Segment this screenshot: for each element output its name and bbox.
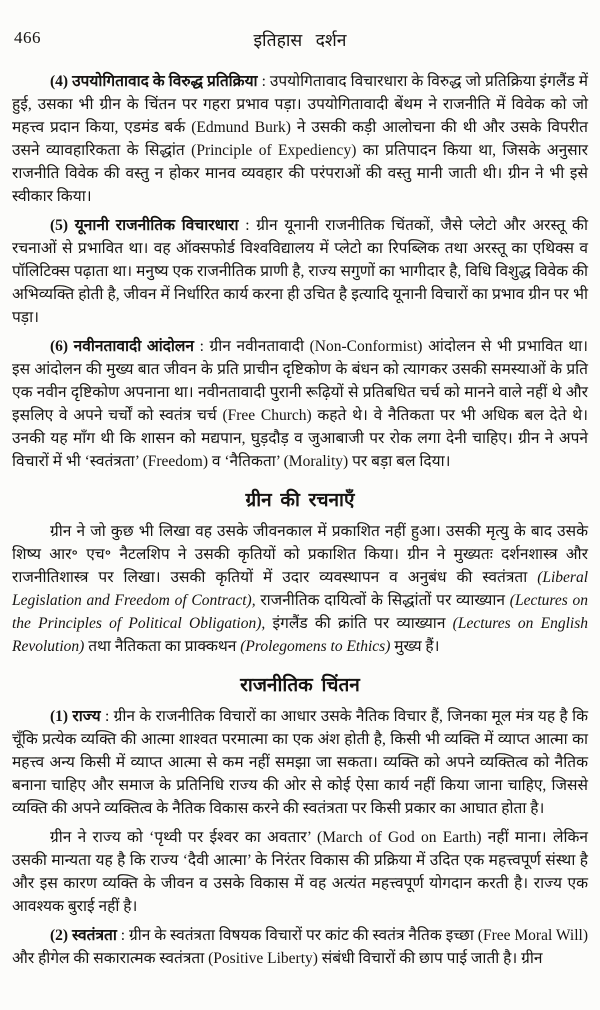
english-term: (Non-Conformist) [309,338,423,355]
english-term: (Morality) [283,453,349,470]
paragraph [12,214,588,329]
english-term: (Prolegomens to Ethics) [240,638,391,655]
english-term: (Free Church) [222,407,312,424]
paragraph [12,924,588,970]
body-text: : ग्रीन के स्वतंत्रता विषयक विचारों पर कांट की स्वतंत्र नैतिक इच्छा [116,927,478,944]
body-text: : ग्रीन यूनानी राजनीतिक चिंतकों, जैसे प्लेटो और अरस्तू की रचनाओं से प्रभावित था। वह ऑक्सफोर्ड विश्वविद्यालय में प्लेटो का रिपब्लिक तथा अरस्तू का एथिक्स व पॉलिटिक्स पढ़ाता था। मनुष्य एक राजनीतिक प्राणी है, राज्य सगुणों का भागीदार है, विधि विशुद्ध विवेक की अभिव्यक्ति होती है, जीवन में निर्धारित कार्य करना ही उचित है इत्यादि यूनानी विचारों का प्रभाव ग्रीन पर भी पड़ा। [12,217,588,326]
body-text: व ‘नैतिकता’ [208,453,284,470]
body-text: राजनीतिक दायित्वों के सिद्धांतों पर व्याख्यान [255,592,510,609]
body-text: नहीं माना। लेकिन उसकी मान्यता यह है कि राज्य ‘दैवी आत्मा’ के निरंतर विकास की प्रक्रिया में उदित एक महत्त्वपूर्ण संस्था है और इस कारण व्यक्ति के जीवन व उसके विकास में वह अत्यंत महत्त्वपूर्ण योगदान करती है। राज्य एक आवश्यक बुराई नहीं है। [12,829,588,915]
english-term: (March of God on Earth) [316,829,482,846]
body-text: आंदोलन से भी प्रभावित था। इस आंदोलन की मुख्य बात जीवन के प्रति प्राचीन दृष्टिकोण के बंधन को त्यागकर उसकी समस्याओं के प्रति एक नवीन दृष्टिकोण अपनाना था। नवीनतावादी पुरानी रूढ़ियों से प्रतिबधित चर्च को मानने वाले नहीं थे और इसलिए वे अपने चर्चों को स्वतंत्र चर्च [12,338,588,424]
body-text: ने उसकी कड़ी आलोचना की थी और उसके विपरीत उसने व्यावहारिकता के सिद्धांत [12,119,588,159]
body-text: : उपयोगितावाद विचारधारा के विरुद्ध जो प्रतिक्रिया इंगलैंड में हुई, उसका भी ग्रीन के चिंतन पर गहरा प्रभाव पड़ा। उपयोगितावादी बेंथम ने राजनीति में विवेक को जो महत्त्व प्रदान किया, एडमंड बर्क [12,73,588,136]
body-text: और हीगेल की सकारात्मक स्वतंत्रता [12,950,209,967]
english-term: (Principle of Expediency) [191,142,357,159]
paragraph [12,826,588,918]
body-text: कहते थे। वे नैतिकता पर भी अधिक बल देते थे। उनकी यह माँग थी कि शासन को मद्यपान, घुड़दौड़ व जुआबाजी पर रोक लगा देनी चाहिए। ग्रीन ने अपने विचारों में भी ‘स्वतंत्रता’ [12,407,588,470]
paragraph-lead-in: (1) राज्य [50,708,101,725]
running-head-title: इतिहास दर्शन [253,30,347,50]
body-text: तथा नैतिकता का प्राक्कथन [84,638,241,655]
english-term: (Lectures on English Revolution) [12,615,588,655]
body-text: : ग्रीन के राजनीतिक विचारों का आधार उसके नैतिक विचार हैं, जिनका मूल मंत्र यह है कि चूँकि प्रत्येक व्यक्ति की आत्मा शाश्वत परमात्मा का एक अंश होती है, किसी भी व्यक्ति में व्याप्त आत्मा का महत्त्व अन्य किसी में व्याप्त आत्मा से कम नहीं समझा जा सकता। व्यक्ति को अपने व्यक्तित्व को नैतिक बनाना चाहिए और समाज के प्रतिनिधि राज्य की ओर से कोई ऐसा कार्य नहीं किया जाना चाहिए, जिससे व्यक्ति की अपने व्यक्तित्व के नैतिक विकास करने की स्वतंत्रता पर किसी प्रकार का आघात होता है। [12,708,588,817]
english-term: (Freedom) [142,453,209,470]
english-term: (Lectures on the Principles of Political Obligation), [12,592,588,632]
page-number: 466 [14,28,41,47]
english-term: (Free Moral Will) [477,927,588,944]
body-text: : ग्रीन नवीनतावादी [194,338,310,355]
paragraph [12,335,588,473]
body-text: मुख्य हैं। [390,638,440,655]
paragraph-lead-in: (5) यूनानी राजनीतिक विचारधारा [50,217,239,234]
body-text: इंगलैंड की क्रांति पर व्याख्यान [265,615,453,632]
page-body [12,70,588,970]
english-term: (Liberal Legislation and Freedom of Contract), [12,569,588,609]
section-heading: ग्रीन की रचनाएँ [245,490,355,511]
paragraph [12,520,588,658]
paragraph-lead-in: (4) उपयोगितावाद के विरुद्ध प्रतिक्रिया [50,73,258,90]
body-text: ग्रीन ने जो कुछ भी लिखा वह उसके जीवनकाल में प्रकाशित नहीं हुआ। उसकी मृत्यु के बाद उसके शिष्य आर॰ एच॰ नैटलशिप ने उसकी कृतियों को प्रकाशित किया। ग्रीन ने मुख्यतः दर्शनशास्त्र और राजनीतिशास्त्र पर लिखा। उसकी कृतियों में उदार व्यवस्थापन व अनुबंध की स्वतंत्रता [12,523,588,586]
page-header [12,28,588,54]
english-term: (Edmund Burk) [191,119,291,136]
paragraph [12,70,588,208]
section-heading: राजनीतिक चिंतन [240,675,360,696]
body-text: पर बड़ा बल दिया। [348,453,451,470]
english-term: (Positive Liberty) [208,950,318,967]
paragraph-lead-in: (2) स्वतंत्रता [50,927,117,944]
body-text: का प्रतिपादन किया था, जिसके अनुसार राजनीति विवेक की वस्तु न होकर मानव व्यवहार की परंपराओं की वस्तु मानी जाती थी। ग्रीन ने भी इसे स्वीकार किया। [12,142,588,205]
paragraph-lead-in: (6) नवीनतावादी आंदोलन [50,338,195,355]
paragraph [12,705,588,820]
body-text: संबंधी विचारों की छाप पाई जाती है। ग्रीन [317,950,543,967]
body-text: ग्रीन ने राज्य को ‘पृथ्वी पर ईश्वर का अवतार’ [50,829,317,846]
